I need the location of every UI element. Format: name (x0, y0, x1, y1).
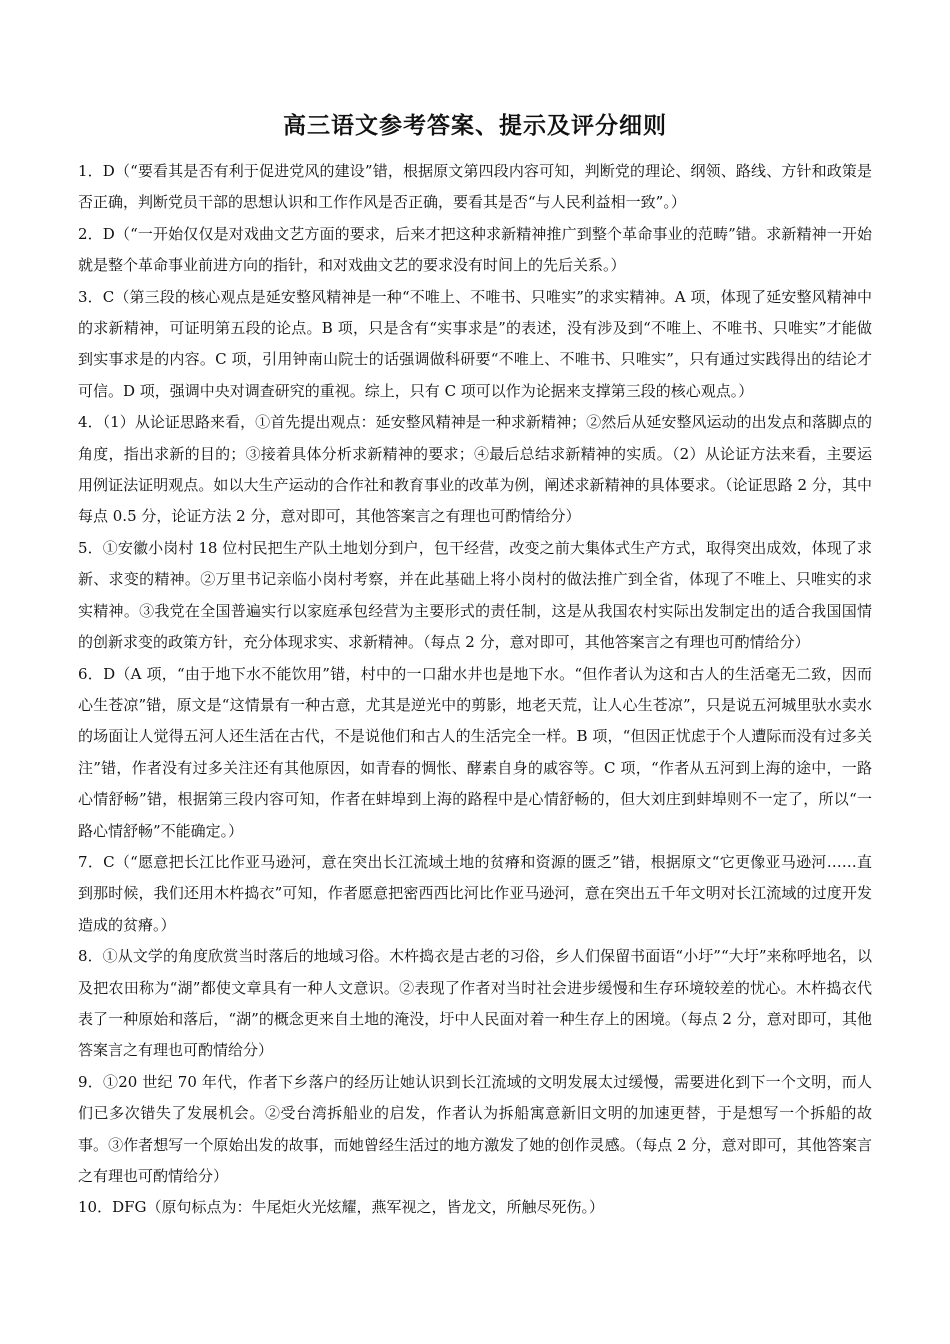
answer-item-5: 5．①安徽小岗村 18 位村民把生产队土地划分到户，包干经营，改变之前大集体式生产方式，取得突出成效，体现了求新、求变的精神。②万里书记亲临小岗村考察，并在此基础上将小岗村的做法推广到全省，体现了不唯上、只唯实的求实精神。③我党在全国普遍实行以家庭承包经营为主要形式的责任制，这是从我国农村实际出发制定出的适合我国国情的创新求变的政策方针，充分体现求实、求新精神。（每点 2 分，意对即可，其他答案言之有理也可酌情给分） (78, 538, 872, 652)
answer-item-4: 4．（1）从论证思路来看，①首先提出观点：延安整风精神是一种求新精神；②然后从延安整风运动的出发点和落脚点的角度，指出求新的目的；③接着具体分析求新精神的要求；④最后总结求新精神的实质。（2）从论证方法来看，主要运用例证法证明观点。如以大生产运动的合作社和教育事业的改革为例，阐述求新精神的具体要求。（论证思路 2 分，其中每点 0.5 分，论证方法 2 分，意对即可，其他答案言之有理也可酌情给分） (78, 413, 872, 526)
answer-item-9: 9．①20 世纪 70 年代，作者下乡落户的经历让她认识到长江流域的文明发展太过缓慢，需要进化到下一个文明，而人们已多次错失了发展机会。②受台湾拆船业的启发，作者认为拆船寓意新旧文明的加速更替，于是想写一个拆船的故事。③作者想写一个原始出发的故事，而她曾经生活过的地方激发了她的创作灵感。（每点 2 分，意对即可，其他答案言之有理也可酌情给分） (78, 1072, 872, 1185)
answer-item-7: 7．C（“愿意把长江比作亚马逊河，意在突出长江流域土地的贫瘠和资源的匮乏”错，根据原文“它更像亚马逊河……直到那时候，我们还用木杵捣衣”可知，作者愿意把密西西比河比作亚马逊河，意在突出五千年文明对长江流域的过度开发造成的贫瘠。） (78, 852, 872, 934)
answer-item-10: 10．DFG（原句标点为：牛尾炬火光炫耀，燕军视之，皆龙文，所触尽死伤。） (78, 1198, 605, 1217)
answer-item-3: 3．C（第三段的核心观点是延安整风精神是一种“不唯上、不唯书、只唯实”的求实精神。A 项，体现了延安整风精神中的求新精神，可证明第五段的论点。B 项，只是含有“实事求是”的表述，没有涉及到“不唯上、不唯书、只唯实”才能做到实事求是的内容。C 项，引用钟南山院士的话强调做科研要“不唯上、不唯书、只唯实”，只有通过实践得出的结论才可信。D 项，强调中央对调查研究的重视。综上，只有 C 项可以作为论据来支撑第三段的核心观点。） (78, 287, 872, 400)
answer-list (78, 156, 872, 1224)
page-title: 高三语文参考答案、提示及评分细则 (283, 112, 667, 139)
answer-item-6: 6．D（A 项，“由于地下水不能饮用”错，村中的一口甜水井也是地下水。“但作者认为这和古人的生活毫无二致，因而心生苍凉”错，原文是“这情景有一种古意，尤其是逆光中的剪影，地老天荒，让人心生苍凉”，只是说五河城里驮水卖水的场面让人觉得五河人还生活在古代，不是说他们和古人的生活完全一样。B 项，“但因正忧虑于个人遭际而没有过多关注”错，作者没有过多关注还有其他原因，如青春的惆怅、酵素自身的戚容等。C 项，“作者从五河到上海的途中，一路心情舒畅”错，根据第三段内容可知，作者在蚌埠到上海的路程中是心情舒畅的，但大刘庄到蚌埠则不一定了，所以“一路心情舒畅”不能确定。） (78, 664, 872, 840)
answer-item-2: 2．D（“一开始仅仅是对戏曲文艺方面的要求，后来才把这种求新精神推广到整个革命事业的范畴”错。求新精神一开始就是整个革命事业前进方向的指针，和对戏曲文艺的要求没有时间上的先后关系。） (78, 224, 872, 275)
answer-item-8: 8．①从文学的角度欣赏当时落后的地域习俗。木杵捣衣是古老的习俗，乡人们保留书面语“小圩”“大圩”来称呼地名，以及把农田称为“湖”都使文章具有一种人文意识。②表现了作者对当时社会进步缓慢和生存环境较差的忧心。木杵捣衣代表了一种原始和落后，“湖”的概念更来自土地的淹没，圩中人民面对着一种生存上的困境。（每点 2 分，意对即可，其他答案言之有理也可酌情给分） (78, 947, 872, 1060)
answer-item-1: 1．D（“要看其是否有利于促进党风的建设”错，根据原文第四段内容可知，判断党的理论、纲领、路线、方针和政策是否正确，判断党员干部的思想认识和工作作风是否正确，要看其是否“与人民利益相一致”。） (78, 162, 872, 212)
